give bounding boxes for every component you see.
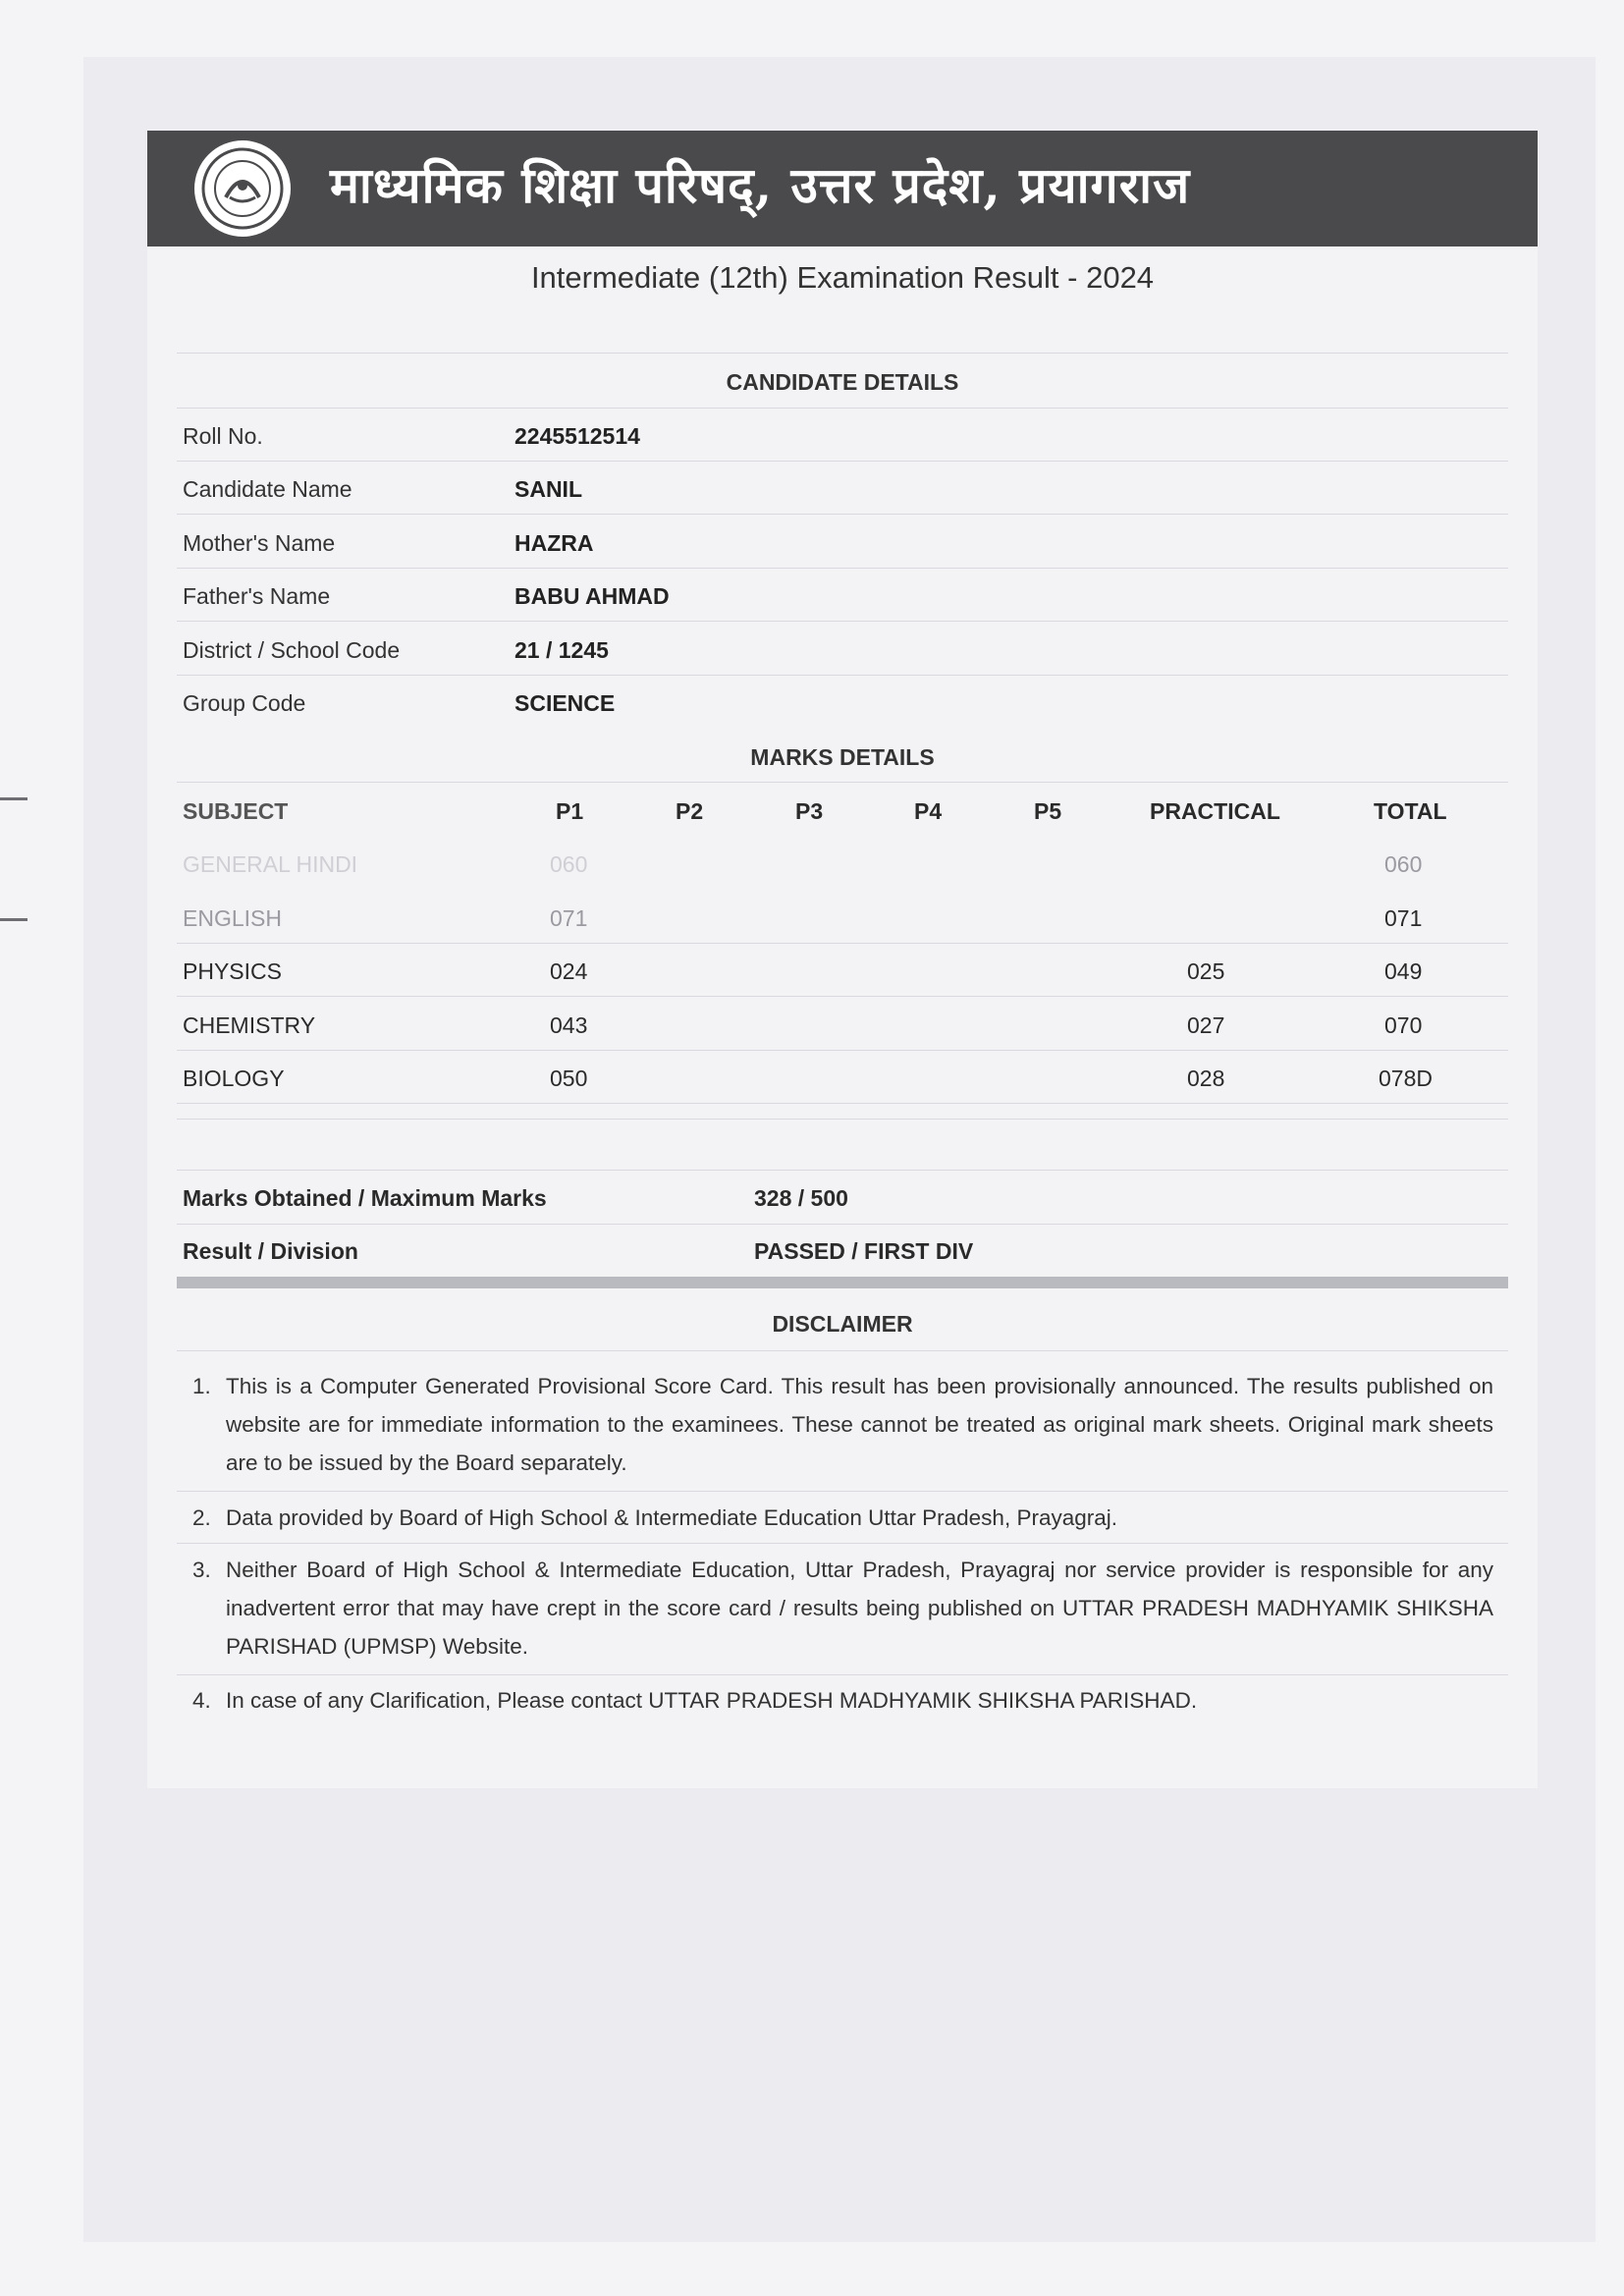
school-code-value: 21 / 1245 [514,637,609,663]
scan-edge-mark [0,918,27,921]
group-code-value: SCIENCE [514,690,616,716]
col-p5: P5 [1034,798,1062,824]
col-subject: SUBJECT [183,798,289,824]
candidate-name-label: Candidate Name [183,476,352,502]
board-header [147,131,1538,246]
marks-details-heading: MARKS DETAILS [750,744,935,770]
divider [177,782,1508,783]
father-name-value: BABU AHMAD [514,583,670,609]
divider [177,408,1508,409]
roll-no-value: 2245512514 [514,423,640,449]
candidate-name-value: SANIL [514,476,582,502]
marks-obtained-label: Marks Obtained / Maximum Marks [183,1185,547,1211]
list-item-number: 3. [192,1558,211,1582]
p1-mark: 024 [550,958,588,984]
p1-mark: 071 [550,905,588,931]
divider [177,621,1508,622]
separator-bar [177,1277,1508,1288]
candidate-details-heading: CANDIDATE DETAILS [726,369,959,395]
col-p3: P3 [795,798,824,824]
scan-edge-mark [0,797,27,800]
subject-name: CHEMISTRY [183,1012,316,1038]
total-mark: 060 [1384,851,1423,877]
divider [177,1674,1508,1675]
list-item [192,1551,1493,1666]
list-item-number: 1. [192,1374,211,1398]
divider [177,568,1508,569]
divider [177,1350,1508,1351]
divider [177,514,1508,515]
col-practical: PRACTICAL [1150,798,1280,824]
subject-name: GENERAL HINDI [183,851,358,877]
board-name-hindi: माध्यमिक शिक्षा परिषद्, उत्तर प्रदेश, प्रयागराज [330,156,1191,214]
result-division-value: PASSED / FIRST DIV [754,1238,974,1264]
practical-mark: 025 [1187,958,1225,984]
col-p4: P4 [914,798,943,824]
divider [177,996,1508,997]
subject-name: PHYSICS [183,958,282,984]
result-division-label: Result / Division [183,1238,358,1264]
p1-mark: 060 [550,851,588,877]
father-name-label: Father's Name [183,583,331,609]
divider [177,461,1508,462]
list-item-text: Data provided by Board of High School & Intermediate Education Uttar Pradesh, Prayagraj. [226,1505,1117,1530]
subject-name: ENGLISH [183,905,282,931]
list-item-text: Neither Board of High School & Intermediate Education, Uttar Pradesh, Prayagraj nor service provider is responsible for any inadvertent error that may have crept in the score card / results being published on UTTAR PRADESH MADHYAMIK SHIKSHA PARISHAD (UPMSP) Website. [226,1558,1493,1659]
divider [177,1170,1508,1171]
upmsp-emblem-icon [194,140,291,237]
p1-mark: 043 [550,1012,588,1038]
roll-no-label: Roll No. [183,423,263,449]
subject-name: BIOLOGY [183,1066,285,1091]
divider [177,353,1508,354]
col-total: TOTAL [1374,798,1447,824]
group-code-label: Group Code [183,690,306,716]
total-mark: 070 [1384,1012,1423,1038]
exam-title: Intermediate (12th) Examination Result - 2024 [530,260,1155,295]
mother-name-value: HAZRA [514,530,594,556]
disclaimer-heading: DISCLAIMER [772,1311,913,1337]
practical-mark: 027 [1187,1012,1225,1038]
total-mark: 078D [1379,1066,1433,1091]
list-item [192,1367,1493,1482]
practical-mark: 028 [1187,1066,1225,1091]
list-item-text: In case of any Clarification, Please contact UTTAR PRADESH MADHYAMIK SHIKSHA PARISHAD. [226,1688,1198,1713]
divider [177,1491,1508,1492]
total-mark: 049 [1384,958,1423,984]
divider [177,943,1508,944]
col-p2: P2 [676,798,704,824]
divider [177,1050,1508,1051]
list-item [192,1681,1493,1720]
total-mark: 071 [1384,905,1423,931]
school-code-label: District / School Code [183,637,401,663]
divider [177,675,1508,676]
list-item-number: 2. [192,1505,211,1530]
list-item [192,1499,1493,1537]
result-card [147,131,1538,1788]
divider [177,1103,1508,1104]
col-p1: P1 [556,798,584,824]
mother-name-label: Mother's Name [183,530,336,556]
divider [177,1119,1508,1120]
marks-obtained-value: 328 / 500 [754,1185,848,1211]
p1-mark: 050 [550,1066,588,1091]
list-item-text: This is a Computer Generated Provisional Score Card. This result has been provisionally announced. The results published on website are for immediate information to the examinees. These cannot be treated as original mark sheets. Original mark sheets are to be issued by the Board separately. [226,1374,1493,1475]
list-item-number: 4. [192,1688,211,1713]
divider [177,1543,1508,1544]
